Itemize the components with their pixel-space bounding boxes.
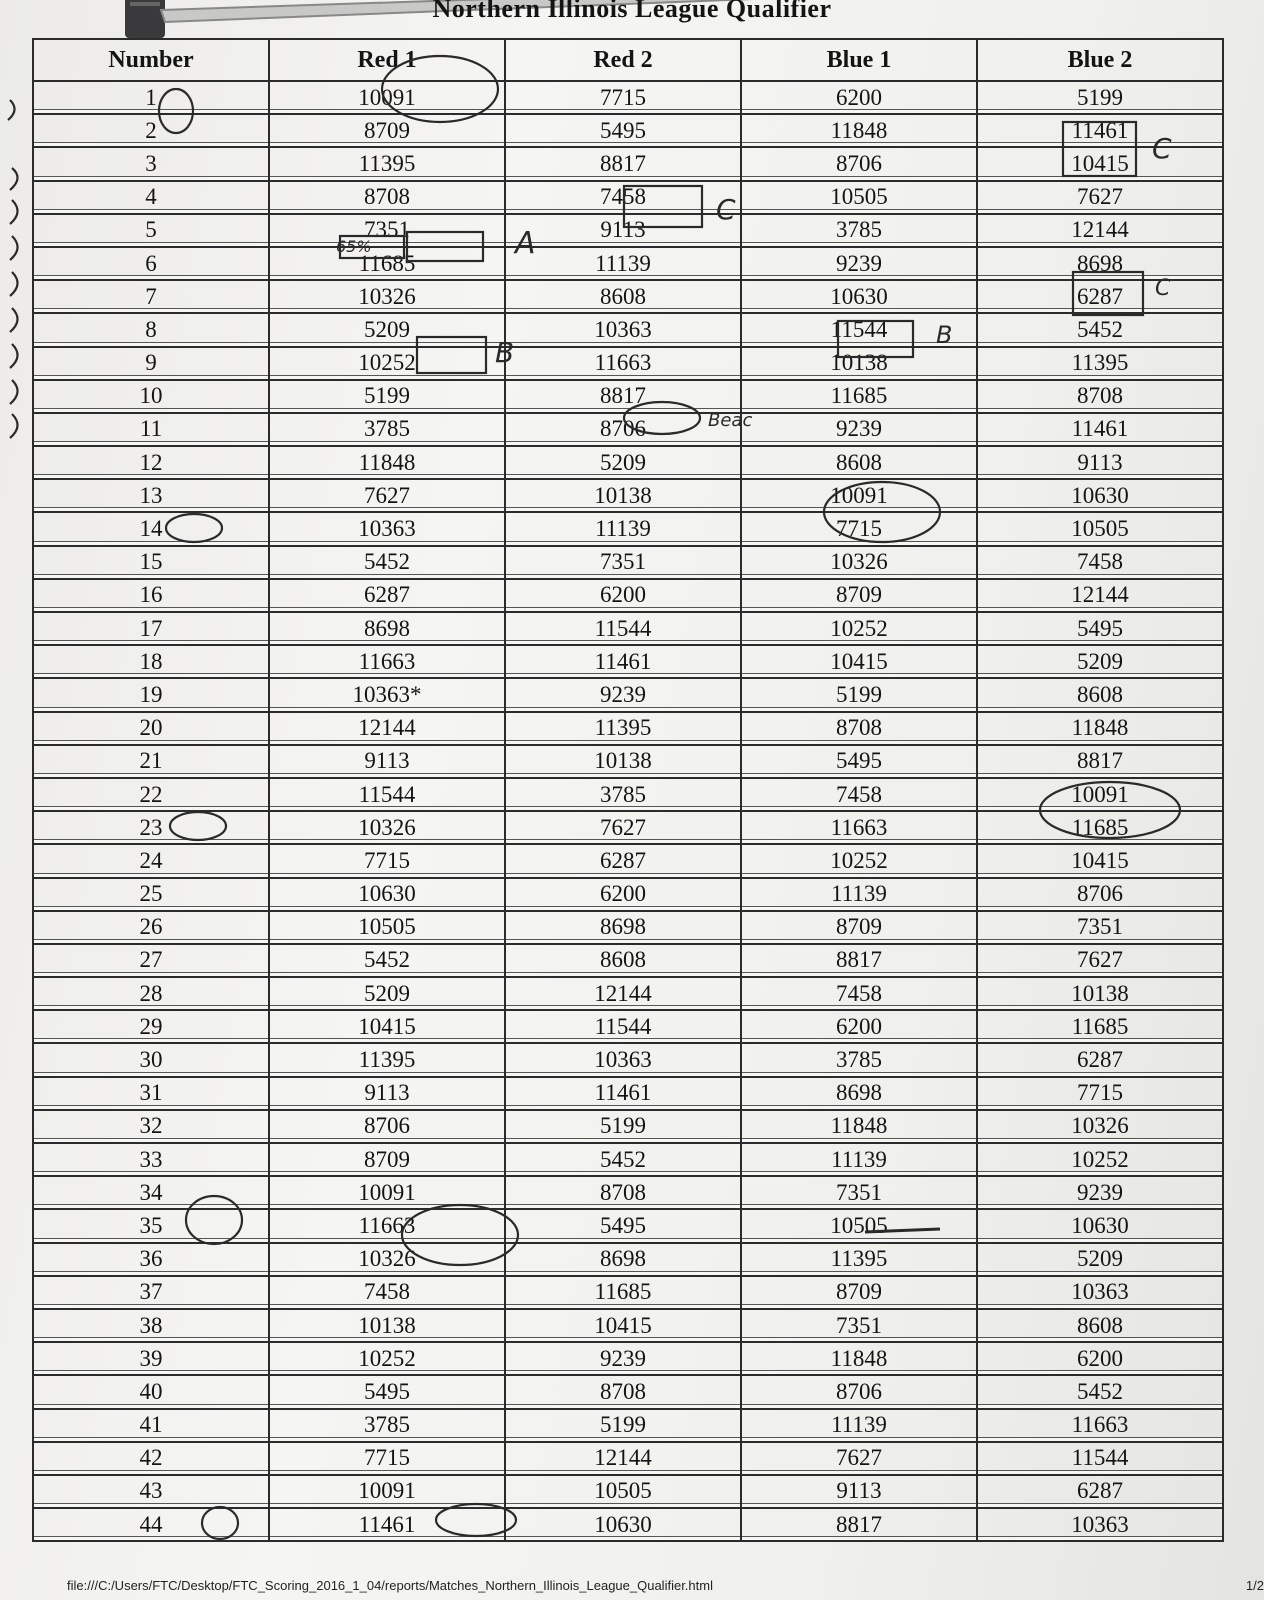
cell-blue-1: 7715 [741, 512, 977, 545]
cell-red-1: 8706 [269, 1110, 505, 1143]
cell-red-2: 9239 [505, 1342, 741, 1375]
cell-blue-2: 11848 [977, 712, 1223, 745]
cell-blue-2: 11544 [977, 1442, 1223, 1475]
cell-red-1: 10252 [269, 347, 505, 380]
cell-red-2: 8698 [505, 1243, 741, 1276]
cell-blue-2: 6287 [977, 1475, 1223, 1508]
cell-red-2: 7351 [505, 546, 741, 579]
cell-red-1: 8709 [269, 114, 505, 147]
cell-red-1: 6287 [269, 579, 505, 612]
table-row [33, 81, 1223, 114]
table-row [33, 546, 1223, 579]
cell-red-1: 5209 [269, 977, 505, 1010]
table-row [33, 645, 1223, 678]
cell-red-1: 3785 [269, 413, 505, 446]
handwritten-letter-c: C [1155, 276, 1171, 301]
table-row [33, 181, 1223, 214]
cell-red-1: 11461 [269, 1508, 505, 1541]
table-row [33, 778, 1223, 811]
cell-blue-2: 7627 [977, 181, 1223, 214]
cell-blue-2: 9113 [977, 446, 1223, 479]
cell-red-1: 10363* [269, 678, 505, 711]
cell-blue-1: 11848 [741, 1342, 977, 1375]
cell-red-2: 6200 [505, 579, 741, 612]
cell-red-2: 11544 [505, 1010, 741, 1043]
cell-red-1: 5209 [269, 313, 505, 346]
cell-number: 4 [33, 181, 269, 214]
cell-number: 13 [33, 479, 269, 512]
cell-red-2: 11139 [505, 512, 741, 545]
cell-red-2: 6200 [505, 878, 741, 911]
cell-red-2: 5199 [505, 1110, 741, 1143]
cell-number: 18 [33, 645, 269, 678]
cell-blue-2: 10326 [977, 1110, 1223, 1143]
cell-blue-1: 7351 [741, 1309, 977, 1342]
cell-blue-2: 10415 [977, 844, 1223, 877]
cell-red-1: 11848 [269, 446, 505, 479]
table-row [33, 1475, 1223, 1508]
cell-number: 19 [33, 678, 269, 711]
table-row [33, 1243, 1223, 1276]
table-row [33, 1043, 1223, 1076]
cell-red-1: 8698 [269, 612, 505, 645]
cell-number: 37 [33, 1276, 269, 1309]
cell-blue-2: 10091 [977, 778, 1223, 811]
table-row [33, 479, 1223, 512]
cell-blue-1: 9113 [741, 1475, 977, 1508]
handwritten-note-beac: Beac [708, 410, 753, 431]
cell-red-2: 5199 [505, 1409, 741, 1442]
cell-blue-1: 11848 [741, 1110, 977, 1143]
cell-blue-2: 6287 [977, 1043, 1223, 1076]
cell-blue-1: 7351 [741, 1176, 977, 1209]
cell-blue-1: 8817 [741, 1508, 977, 1541]
match-schedule-table [32, 38, 1224, 1542]
cell-blue-2: 11685 [977, 811, 1223, 844]
table-row [33, 1342, 1223, 1375]
cell-red-2: 9113 [505, 214, 741, 247]
cell-blue-2: 5209 [977, 645, 1223, 678]
cell-red-1: 10252 [269, 1342, 505, 1375]
cell-blue-2: 5209 [977, 1243, 1223, 1276]
table-row [33, 844, 1223, 877]
cell-blue-2: 10363 [977, 1276, 1223, 1309]
table-row [33, 347, 1223, 380]
cell-blue-2: 12144 [977, 214, 1223, 247]
cell-blue-1: 11848 [741, 114, 977, 147]
cell-blue-2: 11461 [977, 413, 1223, 446]
table-row [33, 413, 1223, 446]
table-row [33, 1508, 1223, 1541]
table-row [33, 1409, 1223, 1442]
cell-blue-2: 8706 [977, 878, 1223, 911]
table-row [33, 1442, 1223, 1475]
cell-blue-1: 11139 [741, 1143, 977, 1176]
cell-red-1: 7351 [269, 214, 505, 247]
cell-red-2: 8708 [505, 1176, 741, 1209]
cell-red-2: 8608 [505, 280, 741, 313]
cell-blue-1: 8708 [741, 712, 977, 745]
cell-number: 38 [33, 1309, 269, 1342]
table-row [33, 878, 1223, 911]
cell-blue-2: 5452 [977, 313, 1223, 346]
cell-red-1: 5495 [269, 1375, 505, 1408]
cell-red-2: 9239 [505, 678, 741, 711]
handwritten-letter-c: C [1152, 132, 1172, 165]
cell-number: 24 [33, 844, 269, 877]
cell-number: 29 [33, 1010, 269, 1043]
table-row [33, 1375, 1223, 1408]
cell-red-2: 8608 [505, 944, 741, 977]
table-row [33, 1176, 1223, 1209]
cell-red-2: 3785 [505, 778, 741, 811]
cell-number: 5 [33, 214, 269, 247]
cell-number: 36 [33, 1243, 269, 1276]
cell-red-1: 10326 [269, 811, 505, 844]
cell-number: 39 [33, 1342, 269, 1375]
cell-red-1: 10326 [269, 1243, 505, 1276]
cell-blue-2: 11663 [977, 1409, 1223, 1442]
cell-red-2: 10138 [505, 479, 741, 512]
cell-red-1: 5452 [269, 944, 505, 977]
cell-red-1: 10415 [269, 1010, 505, 1043]
cell-number: 3 [33, 147, 269, 180]
cell-number: 33 [33, 1143, 269, 1176]
cell-blue-1: 9239 [741, 413, 977, 446]
cell-number: 43 [33, 1475, 269, 1508]
cell-red-1: 12144 [269, 712, 505, 745]
table-row [33, 911, 1223, 944]
column-header-red-1: Red 1 [269, 39, 505, 81]
cell-red-2: 7627 [505, 811, 741, 844]
table-row [33, 247, 1223, 280]
column-header-red-2: Red 2 [505, 39, 741, 81]
handwritten-note-65: 65% [336, 237, 372, 256]
cell-red-2: 10505 [505, 1475, 741, 1508]
cell-blue-1: 8706 [741, 1375, 977, 1408]
cell-red-1: 9113 [269, 1077, 505, 1110]
table-row [33, 446, 1223, 479]
cell-blue-2: 8698 [977, 247, 1223, 280]
cell-number: 34 [33, 1176, 269, 1209]
cell-blue-2: 5495 [977, 612, 1223, 645]
cell-red-2: 6287 [505, 844, 741, 877]
cell-red-2: 5495 [505, 114, 741, 147]
cell-blue-2: 6287 [977, 280, 1223, 313]
cell-number: 11 [33, 413, 269, 446]
cell-red-2: 8817 [505, 380, 741, 413]
cell-red-1: 5199 [269, 380, 505, 413]
cell-blue-2: 5199 [977, 81, 1223, 114]
cell-blue-1: 8709 [741, 1276, 977, 1309]
document-title: Northern Illinois League Qualifier [432, 0, 832, 23]
cell-blue-2: 12144 [977, 579, 1223, 612]
cell-blue-1: 11139 [741, 1409, 977, 1442]
cell-blue-2: 11685 [977, 1010, 1223, 1043]
table-row [33, 114, 1223, 147]
footer-file-path: file:///C:/Users/FTC/Desktop/FTC_Scoring_2016_1_04/reports/Matches_Northern_Illinois_League_Qualifier.html [67, 1578, 713, 1593]
cell-number: 25 [33, 878, 269, 911]
cell-red-2: 12144 [505, 977, 741, 1010]
cell-blue-1: 10138 [741, 347, 977, 380]
cell-blue-2: 10363 [977, 1508, 1223, 1541]
cell-red-2: 11139 [505, 247, 741, 280]
cell-red-2: 11663 [505, 347, 741, 380]
table-row [33, 1010, 1223, 1043]
cell-blue-1: 10091 [741, 479, 977, 512]
cell-blue-1: 8608 [741, 446, 977, 479]
table-row [33, 214, 1223, 247]
cell-number: 7 [33, 280, 269, 313]
cell-blue-1: 8709 [741, 579, 977, 612]
cell-red-1: 10091 [269, 1176, 505, 1209]
cell-number: 26 [33, 911, 269, 944]
column-header-blue-1: Blue 1 [741, 39, 977, 81]
cell-blue-1: 6200 [741, 1010, 977, 1043]
table-row [33, 712, 1223, 745]
cell-number: 15 [33, 546, 269, 579]
cell-blue-1: 7458 [741, 977, 977, 1010]
cell-number: 23 [33, 811, 269, 844]
cell-blue-1: 11685 [741, 380, 977, 413]
cell-red-2: 10363 [505, 1043, 741, 1076]
cell-blue-2: 8708 [977, 380, 1223, 413]
cell-red-2: 8698 [505, 911, 741, 944]
table-row [33, 977, 1223, 1010]
table-row [33, 944, 1223, 977]
cell-blue-1: 10630 [741, 280, 977, 313]
cell-red-2: 5452 [505, 1143, 741, 1176]
cell-number: 32 [33, 1110, 269, 1143]
table-row [33, 1276, 1223, 1309]
cell-blue-1: 11544 [741, 313, 977, 346]
cell-red-2: 11685 [505, 1276, 741, 1309]
handwritten-letter-c: C [716, 193, 736, 226]
cell-red-2: 11544 [505, 612, 741, 645]
cell-blue-2: 7627 [977, 944, 1223, 977]
cell-blue-1: 10415 [741, 645, 977, 678]
cell-number: 44 [33, 1508, 269, 1541]
cell-number: 20 [33, 712, 269, 745]
cell-red-1: 7715 [269, 1442, 505, 1475]
table-row [33, 579, 1223, 612]
cell-red-2: 10363 [505, 313, 741, 346]
cell-red-1: 8709 [269, 1143, 505, 1176]
cell-blue-2: 10630 [977, 1209, 1223, 1242]
table-row [33, 280, 1223, 313]
cell-blue-1: 11663 [741, 811, 977, 844]
cell-red-1: 10630 [269, 878, 505, 911]
cell-number: 31 [33, 1077, 269, 1110]
cell-blue-2: 10252 [977, 1143, 1223, 1176]
cell-blue-2: 11395 [977, 347, 1223, 380]
cell-red-1: 8708 [269, 181, 505, 214]
cell-blue-1: 7627 [741, 1442, 977, 1475]
cell-number: 16 [33, 579, 269, 612]
handwritten-letter-b: B [495, 336, 515, 369]
cell-blue-2: 8608 [977, 1309, 1223, 1342]
cell-blue-1: 6200 [741, 81, 977, 114]
cell-blue-1: 10326 [741, 546, 977, 579]
cell-number: 14 [33, 512, 269, 545]
cell-red-1: 11395 [269, 1043, 505, 1076]
cell-number: 28 [33, 977, 269, 1010]
cell-blue-1: 10252 [741, 612, 977, 645]
cell-red-2: 5495 [505, 1209, 741, 1242]
cell-red-1: 7458 [269, 1276, 505, 1309]
cell-number: 22 [33, 778, 269, 811]
cell-number: 27 [33, 944, 269, 977]
cell-red-1: 10138 [269, 1309, 505, 1342]
cell-blue-2: 10415 [977, 147, 1223, 180]
cell-number: 41 [33, 1409, 269, 1442]
cell-blue-2: 11461 [977, 114, 1223, 147]
cell-number: 10 [33, 380, 269, 413]
cell-red-2: 5209 [505, 446, 741, 479]
cell-blue-1: 10252 [741, 844, 977, 877]
cell-number: 30 [33, 1043, 269, 1076]
cell-red-1: 10363 [269, 512, 505, 545]
cell-number: 12 [33, 446, 269, 479]
cell-red-2: 7715 [505, 81, 741, 114]
cell-number: 35 [33, 1209, 269, 1242]
cell-blue-2: 7715 [977, 1077, 1223, 1110]
cell-blue-2: 10630 [977, 479, 1223, 512]
cell-number: 2 [33, 114, 269, 147]
table-row [33, 313, 1223, 346]
cell-blue-1: 5199 [741, 678, 977, 711]
cell-red-1: 7627 [269, 479, 505, 512]
cell-blue-2: 8608 [977, 678, 1223, 711]
cell-blue-1: 3785 [741, 1043, 977, 1076]
cell-blue-1: 8698 [741, 1077, 977, 1110]
cell-red-1: 5452 [269, 546, 505, 579]
cell-red-2: 7458 [505, 181, 741, 214]
cell-blue-2: 8817 [977, 745, 1223, 778]
cell-red-1: 11663 [269, 645, 505, 678]
cell-red-2: 8706 [505, 413, 741, 446]
column-header-number: Number [33, 39, 269, 81]
cell-red-2: 11461 [505, 645, 741, 678]
cell-red-1: 11395 [269, 147, 505, 180]
column-header-blue-2: Blue 2 [977, 39, 1223, 81]
cell-blue-1: 5495 [741, 745, 977, 778]
cell-red-1: 7715 [269, 844, 505, 877]
cell-red-2: 11395 [505, 712, 741, 745]
cell-blue-1: 8709 [741, 911, 977, 944]
table-row [33, 612, 1223, 645]
table-row [33, 380, 1223, 413]
cell-number: 9 [33, 347, 269, 380]
cell-blue-1: 10505 [741, 181, 977, 214]
cell-number: 42 [33, 1442, 269, 1475]
cell-number: 21 [33, 745, 269, 778]
table-row [33, 1309, 1223, 1342]
cell-blue-2: 9239 [977, 1176, 1223, 1209]
cell-red-1: 10091 [269, 81, 505, 114]
table-header-row [33, 39, 1223, 81]
cell-red-1: 10505 [269, 911, 505, 944]
cell-number: 17 [33, 612, 269, 645]
cell-number: 6 [33, 247, 269, 280]
table-row [33, 1143, 1223, 1176]
table-row [33, 1209, 1223, 1242]
cell-blue-1: 9239 [741, 247, 977, 280]
cell-blue-2: 10505 [977, 512, 1223, 545]
table-row [33, 147, 1223, 180]
cell-blue-2: 5452 [977, 1375, 1223, 1408]
handwritten-letter-a: A [515, 226, 536, 261]
cell-blue-1: 11139 [741, 878, 977, 911]
cell-blue-2: 7458 [977, 546, 1223, 579]
cell-red-1: 3785 [269, 1409, 505, 1442]
handwritten-letter-b: B [936, 321, 953, 349]
cell-blue-1: 7458 [741, 778, 977, 811]
cell-blue-1: 8706 [741, 147, 977, 180]
table-row [33, 745, 1223, 778]
cell-red-2: 11461 [505, 1077, 741, 1110]
table-row [33, 678, 1223, 711]
table-row [33, 811, 1223, 844]
cell-red-2: 12144 [505, 1442, 741, 1475]
cell-blue-2: 6200 [977, 1342, 1223, 1375]
cell-red-1: 11544 [269, 778, 505, 811]
table-row [33, 512, 1223, 545]
cell-red-1: 10091 [269, 1475, 505, 1508]
cell-red-1: 10326 [269, 280, 505, 313]
cell-blue-1: 10505 [741, 1209, 977, 1242]
cell-number: 8 [33, 313, 269, 346]
cell-red-1: 9113 [269, 745, 505, 778]
table-row [33, 1110, 1223, 1143]
page-number: 1/2 [1245, 1578, 1264, 1593]
cell-blue-1: 8817 [741, 944, 977, 977]
cell-number: 40 [33, 1375, 269, 1408]
cell-red-2: 10415 [505, 1309, 741, 1342]
cell-red-1: 11685 [269, 247, 505, 280]
cell-red-1: 11663 [269, 1209, 505, 1242]
cell-red-2: 10138 [505, 745, 741, 778]
cell-red-2: 8817 [505, 147, 741, 180]
table-row [33, 1077, 1223, 1110]
cell-blue-2: 7351 [977, 911, 1223, 944]
cell-number: 1 [33, 81, 269, 114]
cell-red-2: 10630 [505, 1508, 741, 1541]
cell-blue-2: 10138 [977, 977, 1223, 1010]
cell-red-2: 8708 [505, 1375, 741, 1408]
cell-blue-1: 11395 [741, 1243, 977, 1276]
cell-blue-1: 3785 [741, 214, 977, 247]
